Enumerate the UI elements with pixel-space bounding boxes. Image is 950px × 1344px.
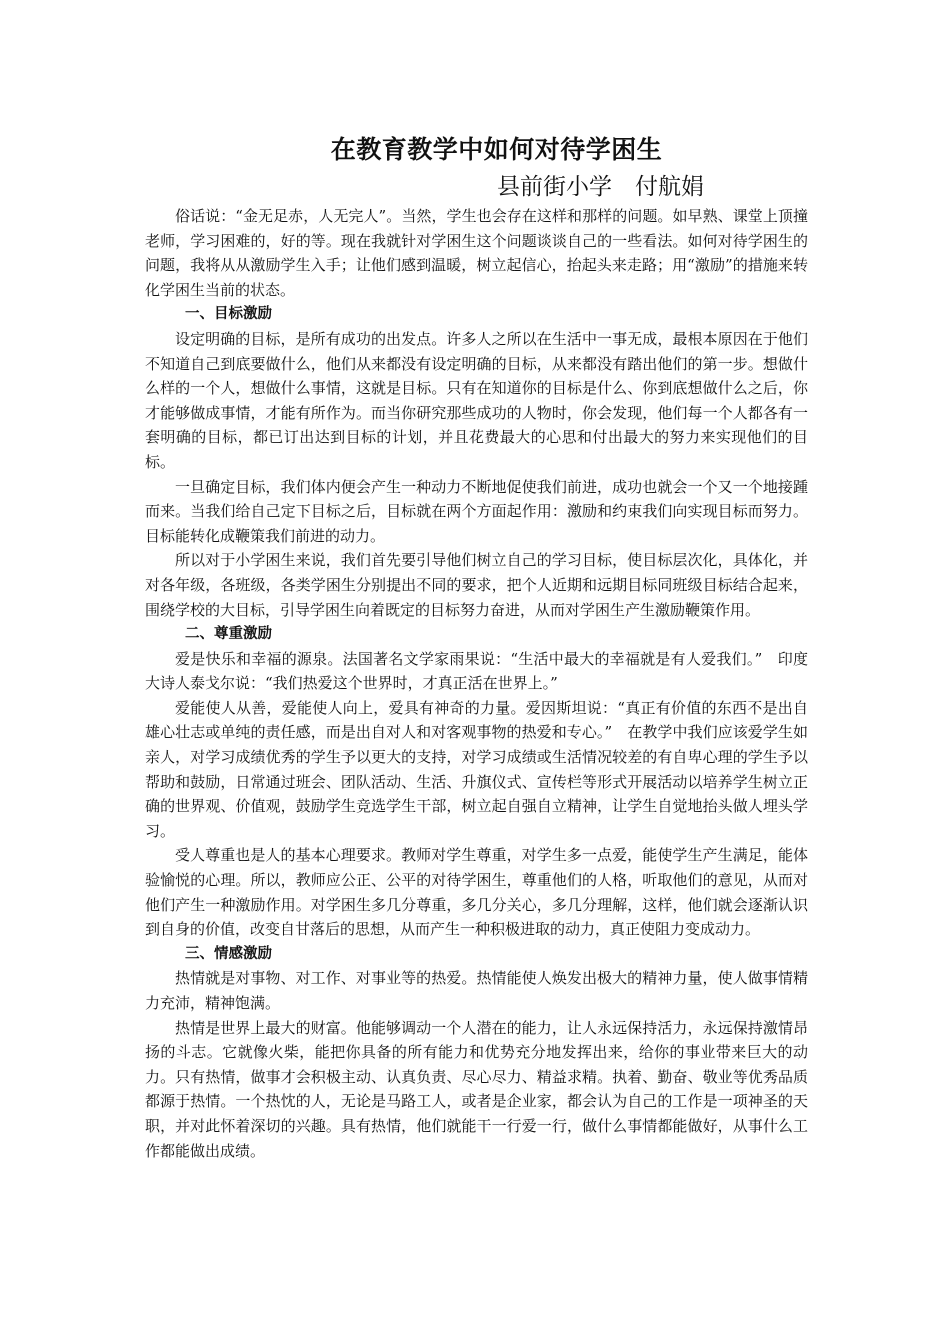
section-goal-motivation: [145, 302, 808, 622]
body-paragraph: 所以对于小学困生来说，我们首先要引导他们树立自己的学习目标，使目标层次化，具体化，并对各年级，各班级，各类学困生分别提出不同的要求，把个人近期和远期目标同班级目标结合起来，围绕学校的大目标，引导学困生向着既定的目标努力奋进，从而对学困生产生激励鞭策作用。: [145, 551, 808, 619]
body-paragraph: 受人尊重也是人的基本心理要求。教师对学生尊重，对学生多一点爱，能使学生产生满足，能体验愉悦的心理。所以，教师应公正、公平的对待学困生，尊重他们的人格，听取他们的意见，从而对他们产生一种激励作用。对学困生多几分尊重，多几分关心，多几分理解，这样，他们就会逐渐认识到自身的价值，改变自甘落后的思想，从而产生一种积极进取的动力，真正使阻力变成动力。: [145, 846, 808, 939]
body-paragraph: 设定明确的目标，是所有成功的出发点。许多人之所以在生活中一事无成，最根本原因在于他们不知道自己到底要做什么，他们从来都没有设定明确的目标，从来都没有踏出他们的第一步。想做什么样的一个人，想做什么事情，这就是目标。只有在知道你的目标是什么、你到底想做什么之后，你才能够做成事情，才能有所作为。而当你研究那些成功的人物时，你会发现，他们每一个人都各有一套明确的目标，都已订出达到目标的计划，并且花费最大的心思和付出最大的努力来实现他们的目标。: [145, 329, 808, 471]
section-heading: 三、情感激励: [185, 945, 272, 962]
author-line: 县前街小学 付航娟: [497, 174, 704, 200]
body-paragraph: 爱是快乐和幸福的源泉。法国著名文学家雨果说：“生活中最大的幸福就是有人爱我们。” 印度大诗人泰戈尔说：“我们热爱这个世界时，才真正活在世界上。”: [145, 649, 808, 693]
section-heading: 一、目标激励: [185, 306, 272, 323]
body-paragraph: 一旦确定目标，我们体内便会产生一种动力不断地促使我们前进，成功也就会一个又一个地接踵而来。当我们给自己定下目标之后，目标就在两个方面起作用：激励和约束我们向实现目标而努力。目标能转化成鞭策我们前进的动力。: [145, 477, 808, 545]
body-paragraph: 热情就是对事物、对工作、对事业等的热爱。热情能使人焕发出极大的精神力量，使人做事情精力充沛，精神饱满。: [145, 969, 808, 1012]
document-title: 在教育教学中如何对待学困生: [330, 135, 663, 164]
section-heading: 二、尊重激励: [185, 626, 272, 643]
section-emotion-motivation: [145, 942, 808, 1163]
body-paragraph: 热情是世界上最大的财富。他能够调动一个人潜在的能力，让人永远保持活力，永远保持激情昂扬的斗志。它就像火柴，能把你具备的所有能力和优势充分地发挥出来，给你的事业带来巨大的动力。只有热情，做事才会积极主动、认真负责、尽心尽力、精益求精。执着、勤奋、敬业等优秀品质都源于热情。一个热忱的人，无论是马路工人，或者是企业家，都会认为自己的工作是一项神圣的天职，并对此怀着深切的兴趣。具有热情，他们就能干一行爱一行，做什么事情都能做好，从事什么工作都能做出成绩。: [145, 1018, 808, 1160]
section-respect-motivation: [145, 622, 808, 942]
intro-paragraph: 俗话说：“金无足赤，人无完人”。当然，学生也会存在这样和那样的问题。如早熟、课堂上顶撞老师，学习困难的，好的等。现在我就针对学困生这个问题谈谈自己的一些看法。如何对待学困生的问题，我将从从激励学生入手；让他们感到温暖，树立起信心，抬起头来走路；用“激励”的措施来转化学困生当前的状态。: [145, 207, 808, 299]
body-paragraph: 爱能使人从善，爱能使人向上，爱具有神奇的力量。爱因斯坦说：“真正有价值的东西不是出自雄心壮志或单纯的责任感，而是出自对人和对客观事物的热爱和专心。” 在教学中我们应该爱学生如亲人，对学习成绩优秀的学生予以更大的支持，对学习成绩或生活情况较差的有自卑心理的学生予以帮助和鼓励，日常通过班会、团队活动、生活、升旗仪式、宣传栏等形式开展活动以培养学生树立正确的世界观、价值观，鼓励学生竞选学生干部，树立起自强自立精神，让学生自觉地抬头做人埋头学习。: [145, 698, 808, 840]
